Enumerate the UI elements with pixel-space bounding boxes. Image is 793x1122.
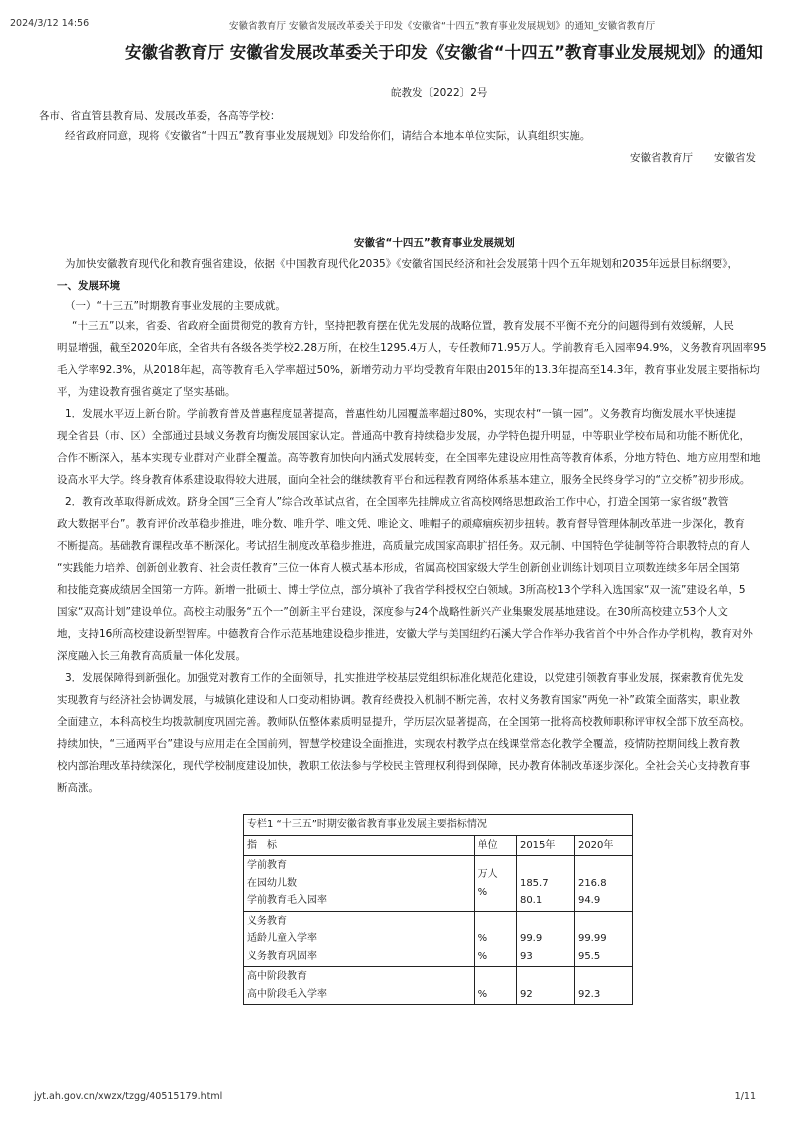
column-header: 2020年 <box>574 835 632 856</box>
paragraph-line: 不断提高。基础教育课程改革不断深化。考试招生制度改革稳步推进，高质量完成国家高职扩招任务。双元制、中国特色学徒制等符合职教特点的育人 <box>57 540 750 552</box>
plan-title: 安徽省“十四五”教育事业发展规划 <box>354 237 515 249</box>
unit-cell <box>474 911 516 967</box>
value-2015-cell <box>516 967 574 1005</box>
value-2020-cell <box>574 911 632 967</box>
unit-cell <box>474 967 516 1005</box>
unit-value: % <box>477 933 488 944</box>
indicator-label: 义务教育巩固率 <box>247 950 317 962</box>
section-heading: 一、发展环境 <box>57 280 120 292</box>
paragraph-line: 持续加快，“三通两平台”建设与应用走在全国前列，智慧学校建设全面推进，实现农村教学点在线课堂常态化教学全覆盖，疫情防控期间线上教育教 <box>57 738 740 750</box>
indicator-label: 学前教育毛入园率 <box>247 895 327 906</box>
value-2020: 99.99 <box>577 933 607 944</box>
indicator-cell <box>244 911 475 967</box>
group-label: 学前教育 <box>247 860 287 871</box>
paragraph-line: 深度融入长三角教育高质量一体化发展。 <box>57 650 246 662</box>
value-2020-cell <box>574 856 632 912</box>
indicator-cell <box>244 856 475 912</box>
value-2015: 99.9 <box>519 933 543 944</box>
unit-value: % <box>477 950 488 962</box>
notice-body: 经省政府同意，现将《安徽省“十四五”教育事业发展规划》印发给你们，请结合本地本单位实际，认真组织实施。 <box>65 130 591 142</box>
paragraph-line: 2．教育改革取得新成效。跻身全国“三全育人”综合改革试点省，在全国率先挂牌成立省高校网络思想政治工作中心，打造全国第一家省级“教管 <box>65 496 729 508</box>
indicator-label: 高中阶段毛入学率 <box>247 988 327 1000</box>
unit-value: 万人 <box>477 869 498 880</box>
issuers: 安徽省教育厅 安徽省发 <box>630 152 756 164</box>
paragraph-line: “十三五”以来，省委、省政府全面贯彻党的教育方针，坚持把教育摆在优先发展的战略位置，教育发展不平衡不充分的问题得到有效缓解，人民 <box>72 320 734 332</box>
paragraph-line: 政大数据平台”。教育评价改革稳步推进，唯分数、唯升学、唯文凭、唯论文、唯帽子的顽瘴痼疾初步扭转。教育督导管理体制改革进一步深化，教育 <box>57 518 745 530</box>
doc-number: 皖教发〔2022〕2号 <box>391 87 488 99</box>
paragraph-line: 合作不断深入，基本实现专业群对产业群全覆盖。高等教育加快向内涵式发展转变，在全国率先建设应用性高等教育体系，分地方特色、地方应用型和地 <box>57 452 761 464</box>
column-header: 单位 <box>474 835 516 856</box>
unit-cell <box>474 856 516 912</box>
value-2015-cell <box>516 856 574 912</box>
paragraph-line: 设高水平大学。终身教育体系建设取得较大进展，面向全社会的继续教育平台和远程教育网络体系基本建立，服务全民终身学习的“立交桥”初步形成。 <box>57 474 751 486</box>
table-caption-row <box>244 815 633 836</box>
value-2020: 94.9 <box>577 895 601 906</box>
table-row <box>244 967 633 1005</box>
paragraph-line: 国家“双高计划”建设单位。高校主动服务“五个一”创新主平台建设，深度参与24个战略性新兴产业集聚发展基地建设。在30所高校建立53个人文 <box>57 606 728 618</box>
value-2015: 185.7 <box>519 877 549 889</box>
value-2015: 80.1 <box>519 895 543 906</box>
table-row <box>244 911 633 967</box>
paragraph-line: 全面建立，本科高校生均拨款制度巩固完善。教师队伍整体素质明显提升，学历层次显著提高，在全国第一批将高校教师职称评审权全部下放至高校。 <box>57 716 750 728</box>
indicator-cell <box>244 967 475 1005</box>
paragraph-line: 校内部治理改革持续深化，现代学校制度建设加快，教职工依法参与学校民主管理权利得到保障，民办教育体制改革逐步深化。全社会关心支持教育事 <box>57 760 750 772</box>
paragraph-line: 实现教育与经济社会协调发展，与城镇化建设和人口变动相协调。教育经费投入机制不断完善，农村义务教育国家“两免一补”政策全面落实，职业教 <box>57 694 740 706</box>
unit-value: % <box>477 988 488 1000</box>
indicator-table <box>243 814 633 1005</box>
indicator-label: 在园幼儿数 <box>247 877 297 889</box>
paragraph-line: 地，支持16所高校建设新型智库。中德教育合作示范基地建设稳步推进，安徽大学与美国纽约石溪大学合作举办我省首个中外合作办学机构，教育对外 <box>57 628 753 640</box>
value-2015: 92 <box>519 988 533 1000</box>
value-2020-cell <box>574 967 632 1005</box>
paragraph-line: 现全省县（市、区）全部通过县域义务教育均衡发展国家认定。普通高中教育持续稳步发展，办学特色提升明显，中等职业学校布局和功能不断优化， <box>57 430 750 442</box>
paragraph-line: 平，为建设教育强省奠定了坚实基础。 <box>57 386 236 398</box>
value-2020: 92.3 <box>577 988 601 1000</box>
paragraph-line: 毛入学率92.3%，从2018年起，高等教育毛入学率超过50%，新增劳动力平均受教育年限由2015年的13.3年提高至14.3年，教育事业发展主要指标均 <box>57 364 760 376</box>
subsection-heading: （一）“十三五”时期教育事业发展的主要成就。 <box>65 300 286 312</box>
table-row <box>244 856 633 912</box>
paragraph-line: 3．发展保障得到新强化。加强党对教育工作的全面领导，扎实推进学校基层党组织标准化规范化建设，以党建引领教育事业发展，探索教育优先发 <box>65 672 744 684</box>
page-url: jyt.ah.gov.cn/xwzx/tzgg/40515179.html <box>34 1091 223 1102</box>
group-label: 高中阶段教育 <box>247 971 307 982</box>
notice-title: 安徽省教育厅 安徽省发展改革委关于印发《安徽省“十四五”教育事业发展规划》的通知 <box>125 43 763 62</box>
table-header-row <box>244 835 633 856</box>
value-2020: 216.8 <box>577 877 607 889</box>
print-page-title: 安徽省教育厅 安徽省发展改革委关于印发《安徽省“十四五”教育事业发展规划》的通知_安徽省教育厅 <box>229 21 656 32</box>
print-footer <box>34 1091 756 1107</box>
paragraph-line: 和技能竞赛成绩居全国第一方阵。新增一批硕士、博士学位点，部分填补了我省学科授权空白领域。3所高校13个学科入选国家“双一流”建设名单，5 <box>57 584 746 596</box>
indicator-label: 适龄儿童入学率 <box>247 933 317 944</box>
column-header: 指 标 <box>244 835 475 856</box>
page-indicator: 1/11 <box>734 1091 756 1102</box>
unit-value: % <box>477 886 488 898</box>
group-label: 义务教育 <box>247 915 287 927</box>
paragraph-line: 1．发展水平迈上新台阶。学前教育普及普惠程度显著提高，普惠性幼儿园覆盖率超过80%，实现农村“一镇一园”。义务教育均衡发展水平快速提 <box>65 408 736 420</box>
recipients: 各市、省直管县教育局、发展改革委，各高等学校： <box>39 110 281 122</box>
print-datetime: 2024/3/12 14:56 <box>10 18 90 29</box>
plan-intro: 为加快安徽教育现代化和教育强省建设，依据《中国教育现代化2035》《安徽省国民经济和社会发展第十四个五年规划和2035年远景目标纲要》， <box>65 258 738 270</box>
column-header: 2015年 <box>516 835 574 856</box>
paragraph-line: “实践能力培养、创新创业教育、社会责任教育”三位一体育人模式基本形成，省属高校国家级大学生创新创业训练计划项目立项数连续多年居全国第 <box>57 562 740 574</box>
value-2015: 93 <box>519 950 533 962</box>
value-2020: 95.5 <box>577 950 601 962</box>
table-caption: 专栏1 “十三五”时期安徽省教育事业发展主要指标情况 <box>244 815 633 836</box>
paragraph-line: 断高涨。 <box>57 782 99 794</box>
value-2015-cell <box>516 911 574 967</box>
paragraph-line: 明显增强，截至2020年底，全省共有各级各类学校2.28万所，在校生1295.4万人，专任教师71.95万人。学前教育毛入园率94.9%，义务教育巩固率95 <box>57 342 767 354</box>
